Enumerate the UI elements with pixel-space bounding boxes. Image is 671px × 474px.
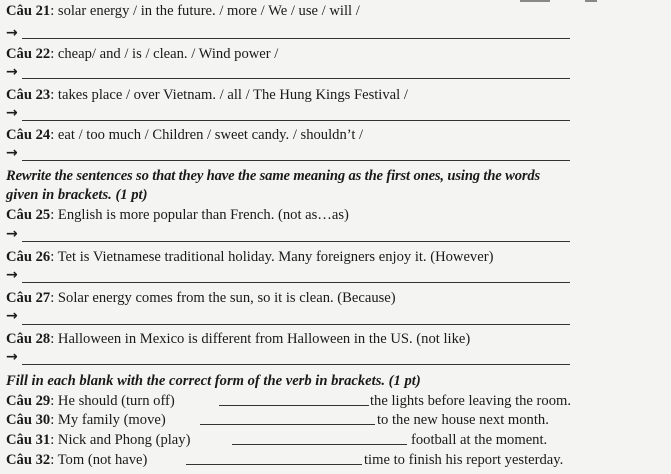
arrow-icon: → xyxy=(6,145,18,161)
arrow-icon: → xyxy=(6,25,18,41)
question-text: : English is more popular than French. (not as…as) xyxy=(50,207,349,223)
fill-blank-30[interactable] xyxy=(200,412,375,425)
arrow-icon: → xyxy=(6,308,18,324)
question-number: Câu 27 xyxy=(6,290,51,306)
question-number: Câu 30 xyxy=(6,412,51,428)
question-text: : cheap/ and / is / clean. / Wind power / xyxy=(50,46,279,62)
question-21 xyxy=(6,2,360,20)
top-edge-mark xyxy=(585,0,597,2)
fill-blank-32[interactable] xyxy=(186,452,362,465)
question-number: Câu 25 xyxy=(6,207,51,223)
question-29 xyxy=(6,392,175,410)
arrow-icon: → xyxy=(6,226,18,242)
question-text-before: : Tom (not have) xyxy=(50,452,148,468)
arrow-icon: → xyxy=(6,105,18,121)
question-32 xyxy=(6,451,147,469)
question-text: : solar energy / in the future. / more / We / use / will / xyxy=(50,3,360,19)
answer-line-24[interactable] xyxy=(22,160,570,161)
answer-line-21[interactable] xyxy=(22,38,570,39)
question-24 xyxy=(6,126,363,144)
question-number: Câu 32 xyxy=(6,452,51,468)
question-text: : Tet is Vietnamese traditional holiday. Many foreigners enjoy it. (However) xyxy=(50,249,494,265)
arrow-icon: → xyxy=(6,64,18,80)
fill-blank-31[interactable] xyxy=(232,432,407,445)
question-number: Câu 26 xyxy=(6,249,51,265)
question-number: Câu 22 xyxy=(6,46,51,62)
answer-line-27[interactable] xyxy=(22,324,570,325)
question-22 xyxy=(6,45,278,63)
arrow-icon: → xyxy=(6,349,18,365)
question-31 xyxy=(6,431,190,449)
fill-instruction: Fill in each blank with the correct form of the verb in brackets. (1 pt) xyxy=(6,373,421,389)
arrow-icon: → xyxy=(6,267,18,283)
question-23 xyxy=(6,86,408,104)
rewrite-instruction-line2: given in brackets. (1 pt) xyxy=(6,187,148,203)
top-edge-mark xyxy=(520,0,550,2)
question-30 xyxy=(6,411,166,429)
answer-line-23[interactable] xyxy=(22,120,570,121)
question-28 xyxy=(6,330,470,348)
question-32-after: time to finish his report yesterday. xyxy=(364,452,564,468)
question-text: : Solar energy comes from the sun, so it is clean. (Because) xyxy=(50,290,396,306)
answer-line-22[interactable] xyxy=(22,78,570,79)
question-30-after: to the new house next month. xyxy=(377,412,549,428)
question-text: : takes place / over Vietnam. / all / The Hung Kings Festival / xyxy=(50,87,408,103)
answer-line-25[interactable] xyxy=(22,241,570,242)
question-text-before: : He should (turn off) xyxy=(50,393,175,409)
question-number: Câu 31 xyxy=(6,432,51,448)
question-number: Câu 21 xyxy=(6,3,51,19)
fill-blank-29[interactable] xyxy=(219,393,369,406)
rewrite-instruction-line1: Rewrite the sentences so that they have the same meaning as the first ones, using the words xyxy=(6,168,541,184)
answer-line-26[interactable] xyxy=(22,282,570,283)
question-29-after: the lights before leaving the room. xyxy=(370,393,572,409)
answer-line-28[interactable] xyxy=(22,364,570,365)
question-number: Câu 29 xyxy=(6,393,51,409)
question-25 xyxy=(6,206,349,224)
question-number: Câu 23 xyxy=(6,87,51,103)
question-text-before: : Nick and Phong (play) xyxy=(50,432,191,448)
question-number: Câu 24 xyxy=(6,127,51,143)
question-text: : eat / too much / Children / sweet candy. / shouldn’t / xyxy=(50,127,364,143)
question-text: : Halloween in Mexico is different from Halloween in the US. (not like) xyxy=(50,331,471,347)
question-text-before: : My family (move) xyxy=(50,412,166,428)
question-31-after: football at the moment. xyxy=(411,432,548,448)
question-27 xyxy=(6,289,396,307)
question-26 xyxy=(6,248,493,266)
question-number: Câu 28 xyxy=(6,331,51,347)
